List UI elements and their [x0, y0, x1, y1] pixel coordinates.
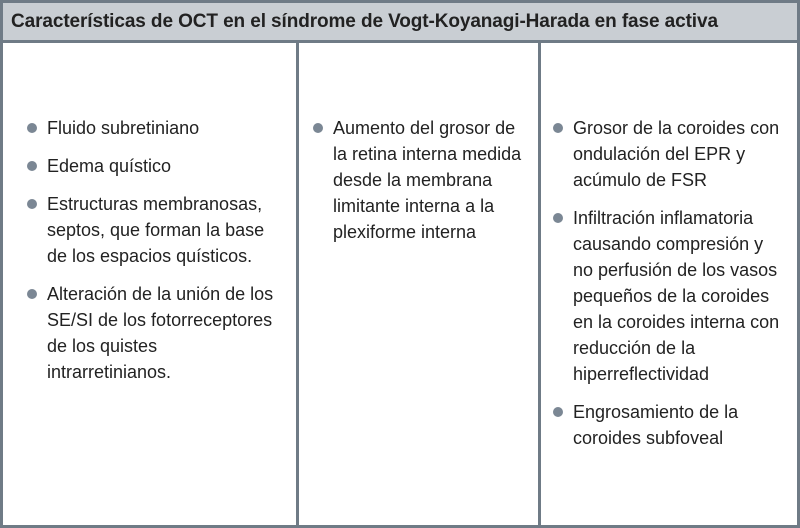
- column-3: [541, 43, 797, 525]
- list-item-text: Grosor de la coroides con ondulación del EPR y acúmulo de FSR: [573, 118, 780, 190]
- list-item: [553, 115, 787, 193]
- list-item-text: Estructuras membranosas, septos, que forman la base de los espacios quísticos.: [47, 194, 265, 266]
- bullet-dot-icon: [27, 161, 37, 171]
- column-2: [299, 43, 541, 525]
- list-item-text: Engrosamiento de la coroides subfoveal: [573, 402, 739, 448]
- table-header: [3, 3, 797, 43]
- bullet-dot-icon: [27, 123, 37, 133]
- list-item: [27, 115, 286, 141]
- column-1: [3, 43, 299, 525]
- list-item: [27, 191, 286, 269]
- list-item: [313, 115, 528, 245]
- bullet-dot-icon: [553, 213, 563, 223]
- list-item-text: Infiltración inflamatoria causando compresión y no perfusión de los vasos pequeños de la coroides en la coroides interna con reducción de la hiperreflectividad: [573, 208, 780, 384]
- bullet-dot-icon: [27, 199, 37, 209]
- list-item: [553, 399, 787, 451]
- list-item-text: Fluido subretiniano: [47, 118, 200, 138]
- list-item: [27, 281, 286, 385]
- list-item: [27, 153, 286, 179]
- bullet-dot-icon: [27, 289, 37, 299]
- list-item-text: Alteración de la unión de los SE/SI de los fotorreceptores de los quistes intrarretinianos.: [47, 284, 274, 382]
- bullet-dot-icon: [313, 123, 323, 133]
- list-item: [553, 205, 787, 387]
- bullet-dot-icon: [553, 407, 563, 417]
- table-columns: [3, 43, 797, 525]
- list-item-text: Aumento del grosor de la retina interna medida desde la membrana limitante interna a la plexiforme interna: [333, 118, 522, 242]
- table-title: Características de OCT en el síndrome de Vogt-Koyanagi-Harada en fase activa: [11, 10, 718, 32]
- list-item-text: Edema quístico: [47, 156, 172, 176]
- bullet-dot-icon: [553, 123, 563, 133]
